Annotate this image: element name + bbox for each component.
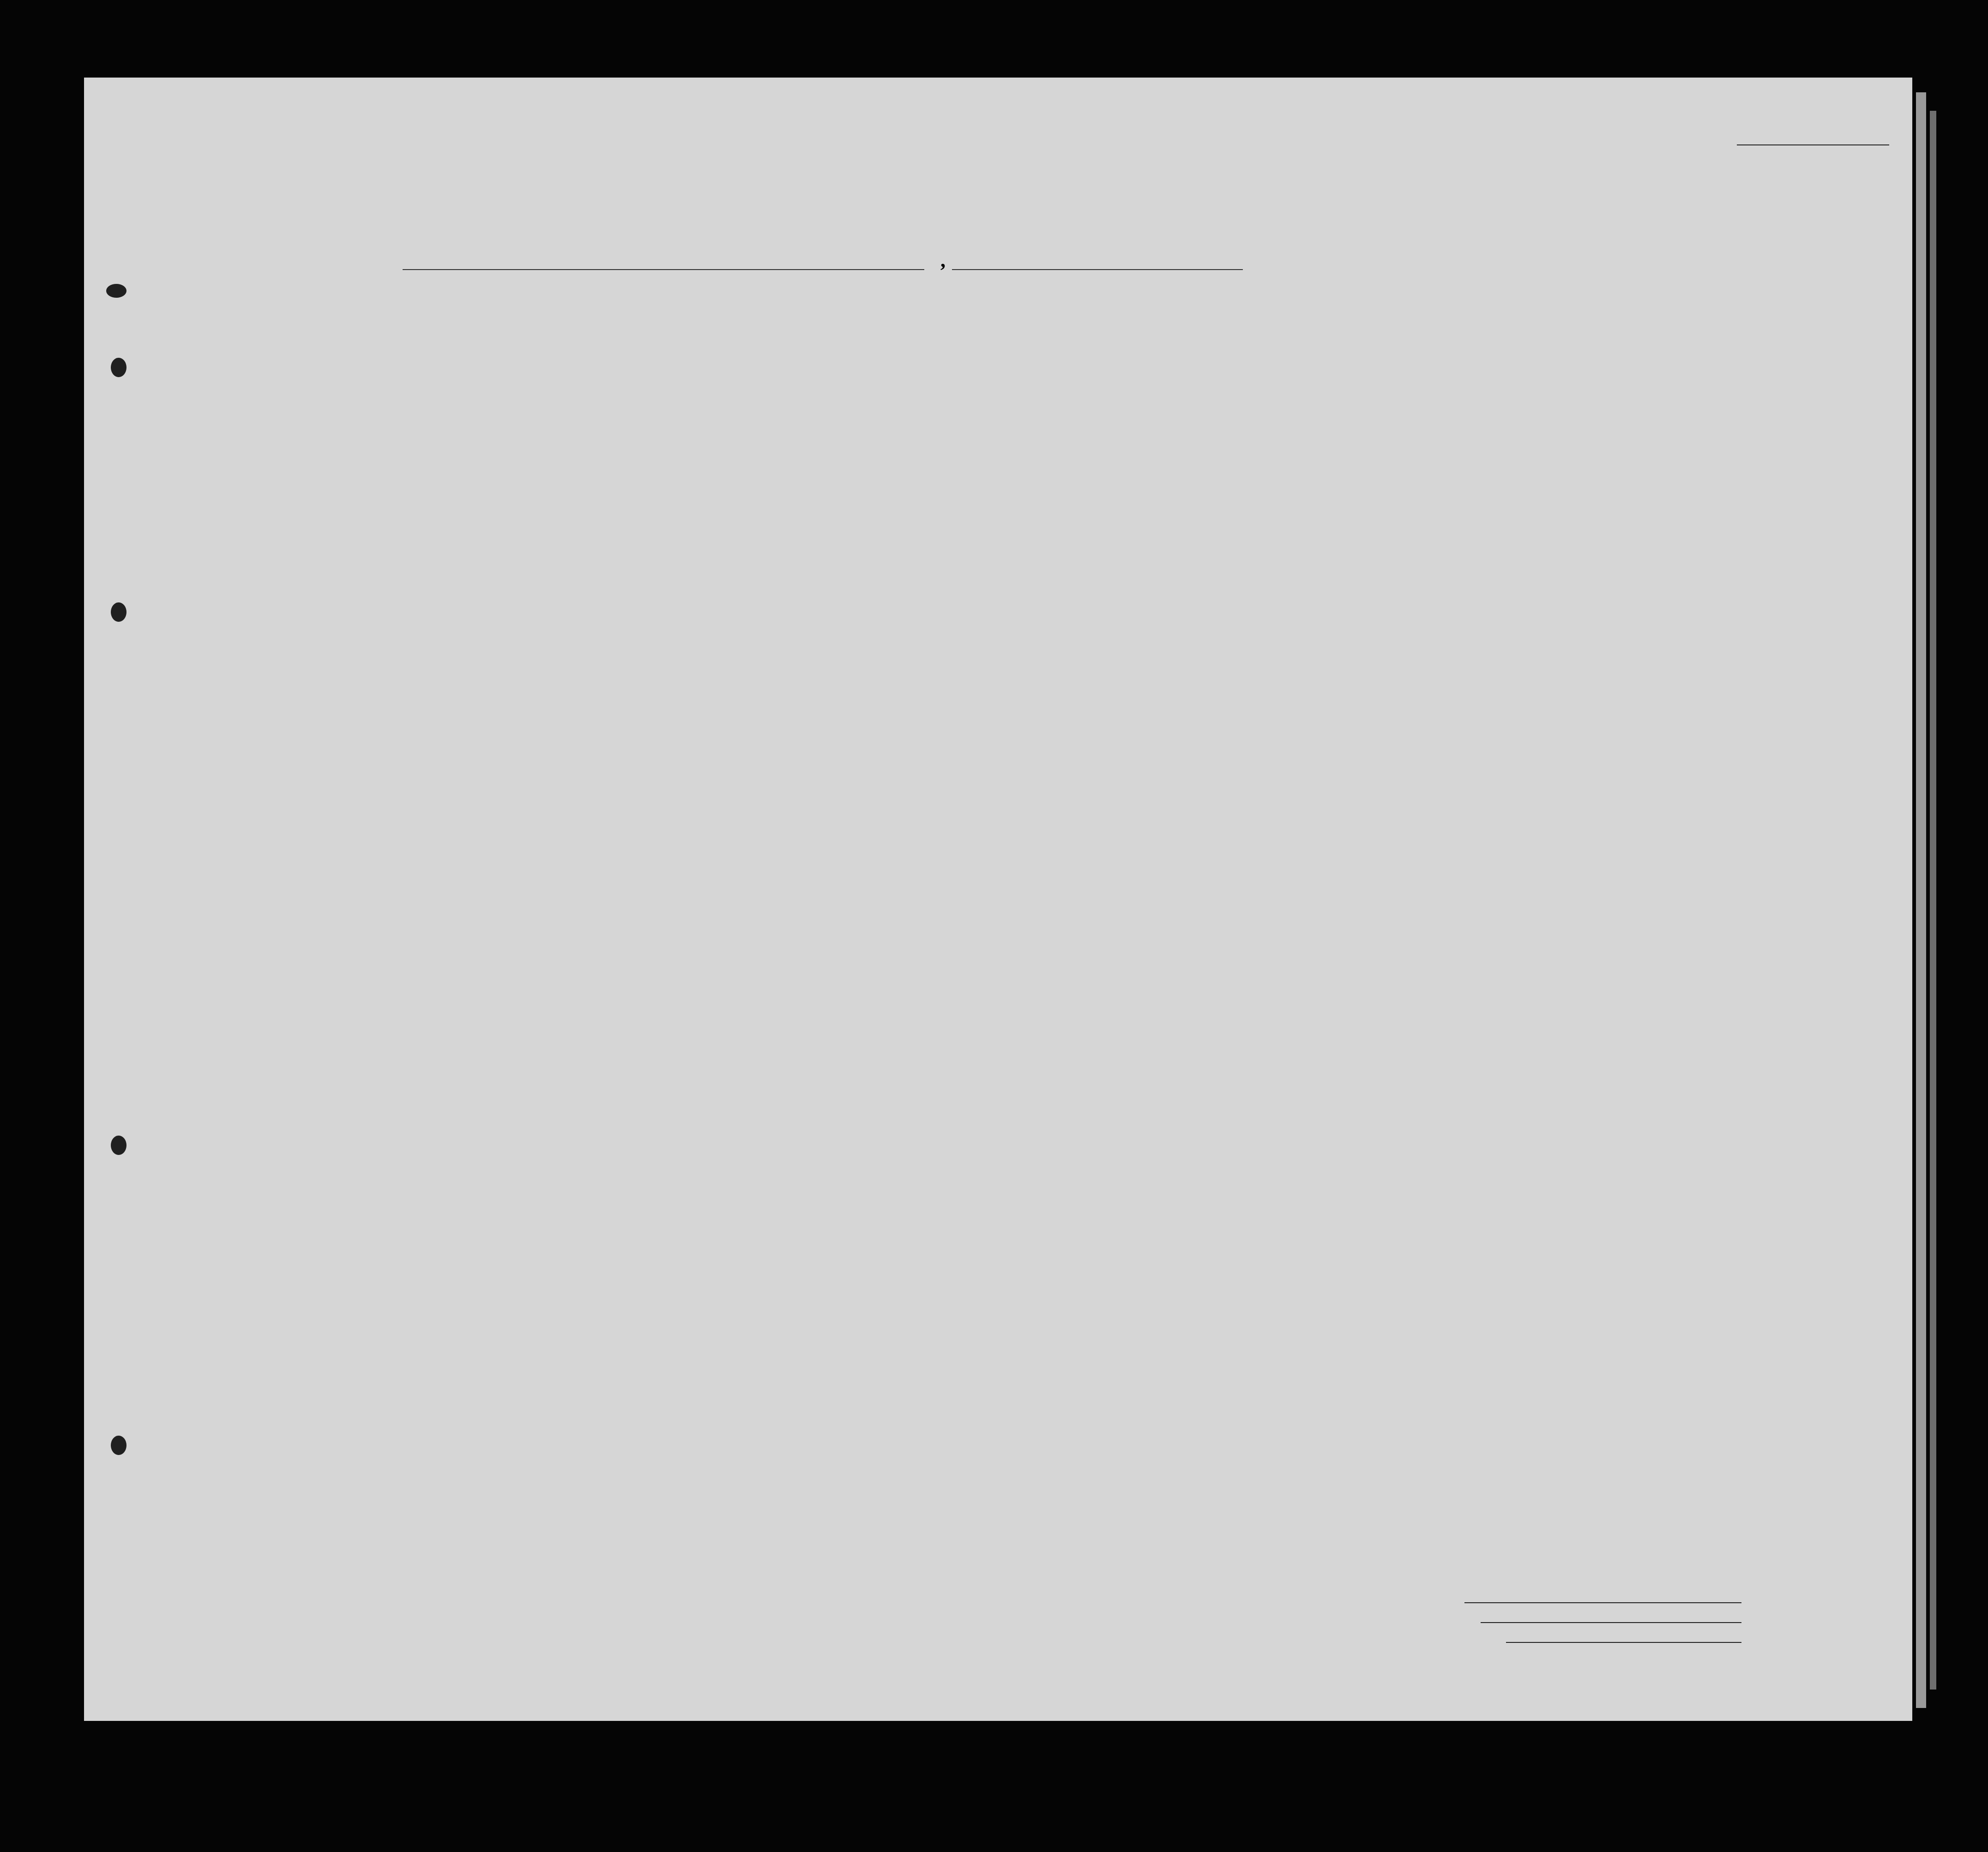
comma: , [940,249,946,271]
page-edge [1916,92,1926,1708]
grid-lines [84,78,1912,1721]
binder-hole [111,1436,127,1455]
line-underline [1464,1602,1741,1603]
binder-hole [111,358,127,377]
binder-hole [111,602,127,622]
page-edge-shadow [1930,111,1936,1690]
agents-underline [1506,1642,1741,1643]
owners-underline [1481,1622,1741,1623]
binder-hole [106,284,127,298]
manifest-sheet [84,78,1912,1721]
binder-hole [111,1136,127,1155]
